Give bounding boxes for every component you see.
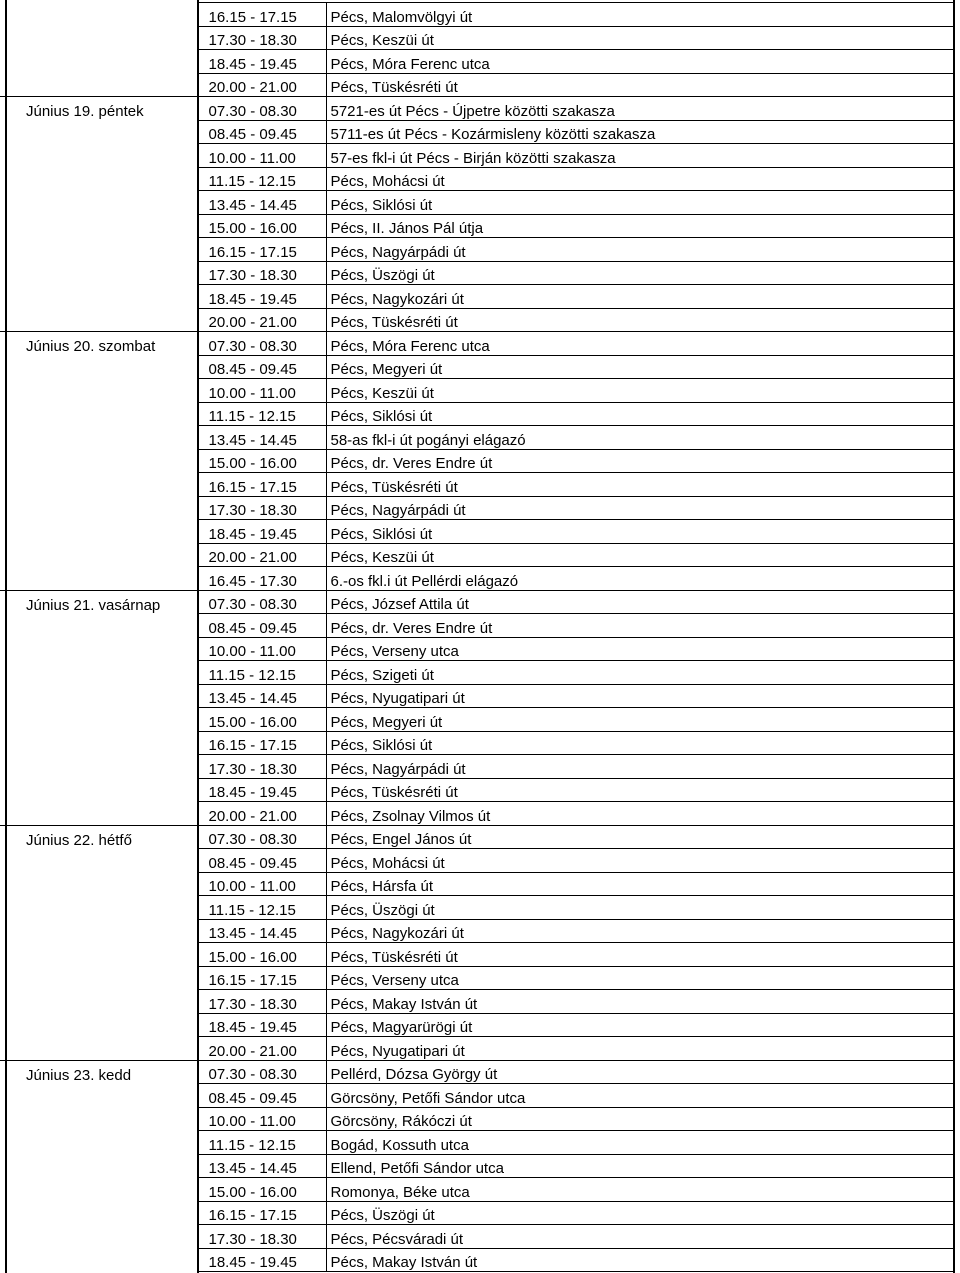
- time-cell: 15.00 - 16.00: [198, 708, 326, 732]
- place-cell: Pécs, Verseny utca: [326, 966, 955, 990]
- day-cell: [0, 849, 198, 873]
- table-row: [0, 1084, 955, 1108]
- place-cell: Pécs, Makay István út: [326, 1248, 955, 1272]
- place-cell: Pécs, Tüskésréti út: [326, 778, 955, 802]
- day-cell: Június 19. péntek: [0, 97, 198, 121]
- table-row: [0, 1154, 955, 1178]
- table-row: [0, 73, 955, 97]
- table-row: [0, 144, 955, 168]
- table-row: [0, 755, 955, 779]
- table-row: [0, 1107, 955, 1131]
- place-cell: Pécs, Móra Ferenc utca: [326, 50, 955, 74]
- place-cell: Pécs, Zsolnay Vilmos út: [326, 802, 955, 826]
- time-cell: 17.30 - 18.30: [198, 755, 326, 779]
- day-cell: [0, 1084, 198, 1108]
- time-cell: 08.45 - 09.45: [198, 1084, 326, 1108]
- place-cell: Pécs, Keszüi út: [326, 26, 955, 50]
- day-cell: Június 22. hétfő: [0, 825, 198, 849]
- day-cell: [0, 26, 198, 50]
- day-cell: [0, 214, 198, 238]
- table-row: [0, 332, 955, 356]
- day-cell: [0, 802, 198, 826]
- place-cell: 6.-os fkl.i út Pellérdi elágazó: [326, 567, 955, 591]
- time-cell: 10.00 - 11.00: [198, 379, 326, 403]
- day-cell: Június 21. vasárnap: [0, 590, 198, 614]
- day-cell: Június 20. szombat: [0, 332, 198, 356]
- time-cell: 11.15 - 12.15: [198, 1131, 326, 1155]
- place-cell: Pécs, József Attila út: [326, 590, 955, 614]
- table-row: [0, 849, 955, 873]
- table-row: [0, 1178, 955, 1202]
- place-cell: Pécs, Tüskésréti út: [326, 308, 955, 332]
- place-cell: Pécs, Nyugatipari út: [326, 1037, 955, 1061]
- time-cell: 18.45 - 19.45: [198, 520, 326, 544]
- time-cell: 16.45 - 17.30: [198, 567, 326, 591]
- table-row: [0, 496, 955, 520]
- time-cell: 13.45 - 14.45: [198, 684, 326, 708]
- day-cell: [0, 355, 198, 379]
- day-cell: [0, 1248, 198, 1272]
- day-cell: [0, 285, 198, 309]
- time-cell: 16.15 - 17.15: [198, 966, 326, 990]
- place-cell: Bogád, Kossuth utca: [326, 1131, 955, 1155]
- time-cell: 17.30 - 18.30: [198, 496, 326, 520]
- time-cell: 11.15 - 12.15: [198, 896, 326, 920]
- time-cell: 15.00 - 16.00: [198, 943, 326, 967]
- place-cell: Pécs, Malomvölgyi út: [326, 3, 955, 27]
- place-cell: 5711-es út Pécs - Kozármisleny közötti szakasza: [326, 120, 955, 144]
- table-row: [0, 97, 955, 121]
- table-row: [0, 896, 955, 920]
- day-cell: [0, 1201, 198, 1225]
- time-cell: 08.45 - 09.45: [198, 355, 326, 379]
- place-cell: Pécs, Mohácsi út: [326, 849, 955, 873]
- time-cell: 17.30 - 18.30: [198, 1225, 326, 1249]
- table-row: [0, 379, 955, 403]
- place-cell: Pécs, Tüskésréti út: [326, 473, 955, 497]
- day-cell: [0, 872, 198, 896]
- place-cell: Pécs, Verseny utca: [326, 637, 955, 661]
- time-cell: 18.45 - 19.45: [198, 1013, 326, 1037]
- table-row: [0, 966, 955, 990]
- time-cell: 11.15 - 12.15: [198, 402, 326, 426]
- place-cell: Pécs, Hársfa út: [326, 872, 955, 896]
- table-row: [0, 778, 955, 802]
- table-row: [0, 1131, 955, 1155]
- time-cell: 18.45 - 19.45: [198, 50, 326, 74]
- place-cell: Pécs, Nagyárpádi út: [326, 238, 955, 262]
- time-cell: 15.00 - 16.00: [198, 1178, 326, 1202]
- time-cell: 13.45 - 14.45: [198, 426, 326, 450]
- day-cell: [0, 896, 198, 920]
- table-row: [0, 990, 955, 1014]
- time-cell: 07.30 - 08.30: [198, 1060, 326, 1084]
- place-cell: Pécs, Üszögi út: [326, 896, 955, 920]
- table-row: [0, 1248, 955, 1272]
- table-row: [0, 1060, 955, 1084]
- table-row: [0, 802, 955, 826]
- time-cell: 10.00 - 11.00: [198, 144, 326, 168]
- day-cell: [0, 990, 198, 1014]
- day-cell: [0, 1131, 198, 1155]
- place-cell: Pécs, Móra Ferenc utca: [326, 332, 955, 356]
- day-cell: [0, 708, 198, 732]
- table-row: [0, 238, 955, 262]
- time-cell: 16.15 - 17.15: [198, 3, 326, 27]
- day-cell: [0, 167, 198, 191]
- place-cell: Pécs, dr. Veres Endre út: [326, 449, 955, 473]
- day-cell: [0, 426, 198, 450]
- place-cell: Pécs, II. János Pál útja: [326, 214, 955, 238]
- place-cell: Görcsöny, Petőfi Sándor utca: [326, 1084, 955, 1108]
- day-cell: [0, 379, 198, 403]
- time-cell: 15.00 - 16.00: [198, 449, 326, 473]
- place-cell: Pécs, Nagykozári út: [326, 919, 955, 943]
- schedule-table: [0, 2, 955, 1272]
- table-row: [0, 590, 955, 614]
- place-cell: Pécs, Makay István út: [326, 990, 955, 1014]
- place-cell: Pécs, Tüskésréti út: [326, 73, 955, 97]
- time-cell: 16.15 - 17.15: [198, 1201, 326, 1225]
- time-cell: 17.30 - 18.30: [198, 990, 326, 1014]
- place-cell: Pécs, Engel János út: [326, 825, 955, 849]
- place-cell: Pécs, Megyeri út: [326, 355, 955, 379]
- place-cell: Pécs, Mohácsi út: [326, 167, 955, 191]
- day-cell: [0, 1037, 198, 1061]
- place-cell: 5721-es út Pécs - Újpetre közötti szakasza: [326, 97, 955, 121]
- table-row: [0, 308, 955, 332]
- time-cell: 17.30 - 18.30: [198, 261, 326, 285]
- time-cell: 16.15 - 17.15: [198, 473, 326, 497]
- time-cell: 13.45 - 14.45: [198, 1154, 326, 1178]
- day-cell: [0, 261, 198, 285]
- table-row: [0, 473, 955, 497]
- time-cell: 07.30 - 08.30: [198, 825, 326, 849]
- day-cell: [0, 543, 198, 567]
- table-row: [0, 1225, 955, 1249]
- day-cell: [0, 191, 198, 215]
- place-cell: Pécs, Keszüi út: [326, 543, 955, 567]
- place-cell: 57-es fkl-i út Pécs - Birján közötti szakasza: [326, 144, 955, 168]
- place-cell: Pécs, Nyugatipari út: [326, 684, 955, 708]
- time-cell: 20.00 - 21.00: [198, 73, 326, 97]
- place-cell: Pécs, Keszüi út: [326, 379, 955, 403]
- time-cell: 08.45 - 09.45: [198, 614, 326, 638]
- place-cell: Pécs, Megyeri út: [326, 708, 955, 732]
- day-cell: [0, 731, 198, 755]
- place-cell: 58-as fkl-i út pogányi elágazó: [326, 426, 955, 450]
- table-row: [0, 872, 955, 896]
- schedule-table-body: [0, 3, 955, 1272]
- time-cell: 07.30 - 08.30: [198, 332, 326, 356]
- time-cell: 18.45 - 19.45: [198, 285, 326, 309]
- place-cell: Pécs, Tüskésréti út: [326, 943, 955, 967]
- table-row: [0, 26, 955, 50]
- day-cell: [0, 520, 198, 544]
- time-cell: 08.45 - 09.45: [198, 120, 326, 144]
- table-row: [0, 684, 955, 708]
- day-cell: [0, 943, 198, 967]
- table-row: [0, 426, 955, 450]
- time-cell: 11.15 - 12.15: [198, 167, 326, 191]
- table-row: [0, 919, 955, 943]
- day-cell: [0, 238, 198, 262]
- table-row: [0, 943, 955, 967]
- table-row: [0, 543, 955, 567]
- table-row: [0, 261, 955, 285]
- time-cell: 20.00 - 21.00: [198, 802, 326, 826]
- day-cell: [0, 755, 198, 779]
- day-cell: [0, 637, 198, 661]
- table-row: [0, 191, 955, 215]
- time-cell: 10.00 - 11.00: [198, 872, 326, 896]
- place-cell: Pécs, Siklósi út: [326, 402, 955, 426]
- table-row: [0, 708, 955, 732]
- day-cell: [0, 1013, 198, 1037]
- table-row: [0, 520, 955, 544]
- day-cell: [0, 120, 198, 144]
- table-row: [0, 449, 955, 473]
- day-cell: [0, 402, 198, 426]
- day-cell: [0, 614, 198, 638]
- table-row: [0, 1013, 955, 1037]
- time-cell: 16.15 - 17.15: [198, 731, 326, 755]
- time-cell: 16.15 - 17.15: [198, 238, 326, 262]
- place-cell: Pécs, Siklósi út: [326, 520, 955, 544]
- time-cell: 13.45 - 14.45: [198, 919, 326, 943]
- table-row: [0, 731, 955, 755]
- time-cell: 11.15 - 12.15: [198, 661, 326, 685]
- day-cell: [0, 684, 198, 708]
- time-cell: 18.45 - 19.45: [198, 778, 326, 802]
- place-cell: Pécs, Szigeti út: [326, 661, 955, 685]
- day-cell: [0, 966, 198, 990]
- day-cell: [0, 1178, 198, 1202]
- day-cell: [0, 73, 198, 97]
- place-cell: Pécs, Magyarürögi út: [326, 1013, 955, 1037]
- day-cell: [0, 308, 198, 332]
- day-cell: [0, 144, 198, 168]
- table-row: [0, 402, 955, 426]
- table-row: [0, 637, 955, 661]
- table-row: [0, 50, 955, 74]
- day-cell: [0, 496, 198, 520]
- day-cell: [0, 1107, 198, 1131]
- table-row: [0, 825, 955, 849]
- place-cell: Pellérd, Dózsa György út: [326, 1060, 955, 1084]
- place-cell: Pécs, Nagyárpádi út: [326, 755, 955, 779]
- day-cell: [0, 50, 198, 74]
- table-row: [0, 120, 955, 144]
- time-cell: 15.00 - 16.00: [198, 214, 326, 238]
- time-cell: 10.00 - 11.00: [198, 637, 326, 661]
- day-cell: [0, 3, 198, 27]
- place-cell: Pécs, Siklósi út: [326, 731, 955, 755]
- time-cell: 10.00 - 11.00: [198, 1107, 326, 1131]
- time-cell: 20.00 - 21.00: [198, 308, 326, 332]
- time-cell: 07.30 - 08.30: [198, 97, 326, 121]
- day-cell: [0, 778, 198, 802]
- table-row: [0, 285, 955, 309]
- place-cell: Pécs, Nagyárpádi út: [326, 496, 955, 520]
- time-cell: 13.45 - 14.45: [198, 191, 326, 215]
- table-row: [0, 167, 955, 191]
- place-cell: Görcsöny, Rákóczi út: [326, 1107, 955, 1131]
- table-row: [0, 3, 955, 27]
- table-row: [0, 1037, 955, 1061]
- place-cell: Pécs, Üszögi út: [326, 1201, 955, 1225]
- day-cell: [0, 567, 198, 591]
- table-row: [0, 355, 955, 379]
- time-cell: 20.00 - 21.00: [198, 1037, 326, 1061]
- day-cell: Június 23. kedd: [0, 1060, 198, 1084]
- day-cell: [0, 473, 198, 497]
- day-cell: [0, 1154, 198, 1178]
- table-row: [0, 214, 955, 238]
- table-row: [0, 661, 955, 685]
- place-cell: Romonya, Béke utca: [326, 1178, 955, 1202]
- day-cell: [0, 919, 198, 943]
- table-row: [0, 614, 955, 638]
- time-cell: 07.30 - 08.30: [198, 590, 326, 614]
- place-cell: Pécs, dr. Veres Endre út: [326, 614, 955, 638]
- time-cell: 20.00 - 21.00: [198, 543, 326, 567]
- place-cell: Pécs, Nagykozári út: [326, 285, 955, 309]
- table-row: [0, 1201, 955, 1225]
- time-cell: 08.45 - 09.45: [198, 849, 326, 873]
- place-cell: Pécs, Üszögi út: [326, 261, 955, 285]
- time-cell: 18.45 - 19.45: [198, 1248, 326, 1272]
- day-cell: [0, 661, 198, 685]
- day-cell: [0, 1225, 198, 1249]
- place-cell: Pécs, Pécsváradi út: [326, 1225, 955, 1249]
- place-cell: Pécs, Siklósi út: [326, 191, 955, 215]
- day-cell: [0, 449, 198, 473]
- place-cell: Ellend, Petőfi Sándor utca: [326, 1154, 955, 1178]
- time-cell: 17.30 - 18.30: [198, 26, 326, 50]
- table-row: [0, 567, 955, 591]
